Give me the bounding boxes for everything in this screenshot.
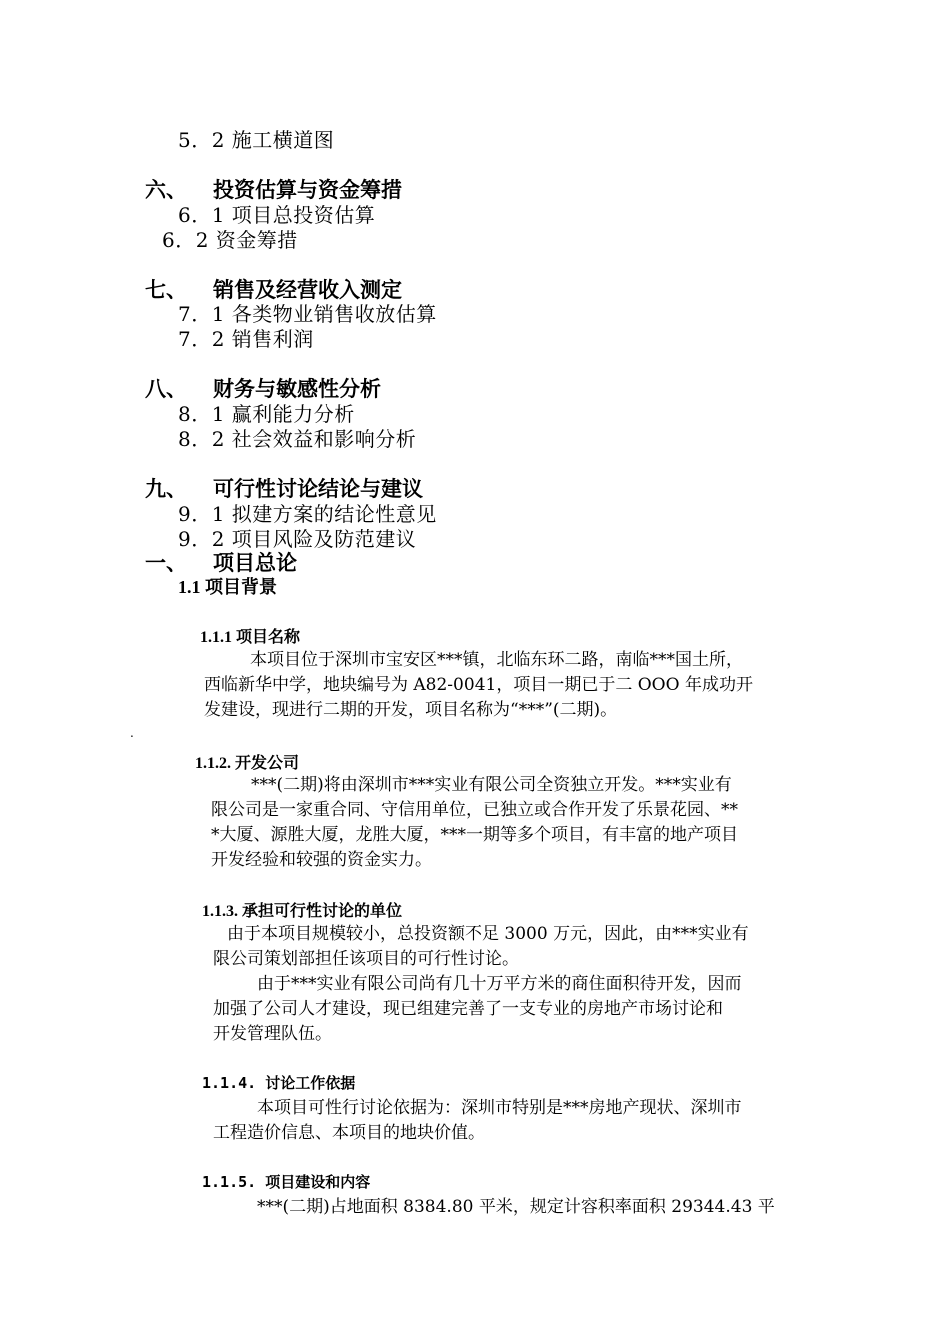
paragraph-line: 由于本项目规模较小，总投资额不足 3000 万元，因此，由***实业有 xyxy=(227,924,749,944)
toc-item-8-2: 8．2 社会效益和影响分析 xyxy=(178,427,417,451)
subsection-title-1-1-4: 1.1.4. 讨论工作依据 xyxy=(202,1074,356,1092)
paragraph-line: 工程造价信息、本项目的地块价值。 xyxy=(213,1123,485,1143)
toc-item-6-2: 6．2 资金筹措 xyxy=(162,228,298,252)
paragraph-line: *大厦、源胜大厦，龙胜大厦，***一期等多个项目，有丰富的地产项目 xyxy=(211,825,738,845)
toc-item-6-1: 6．1 项目总投资估算 xyxy=(178,203,376,227)
toc-item-5-2: 5．2 施工横道图 xyxy=(178,128,335,152)
subsection-title-1-1-5: 1.1.5. 项目建设和内容 xyxy=(202,1173,371,1191)
subsection-title-1-1-2: 1.1.2. 开发公司 xyxy=(195,755,300,772)
paragraph-line: 加强了公司人才建设，现已组建完善了一支专业的房地产市场讨论和 xyxy=(213,999,723,1019)
toc-item-9-1: 9．1 拟建方案的结论性意见 xyxy=(178,502,437,526)
toc-item-9-2: 9．2 项目风险及防范建议 xyxy=(178,527,417,551)
toc-item-7-1: 7．1 各类物业销售收放估算 xyxy=(178,302,437,326)
paragraph-1-1-2 xyxy=(211,773,811,873)
toc-heading-title: 可行性讨论结论与建议 xyxy=(213,477,423,501)
toc-item-7-2: 7．2 销售利润 xyxy=(178,327,314,351)
paragraph-line: 开发经验和较强的资金实力。 xyxy=(211,850,432,870)
paragraph-1-1-3 xyxy=(213,922,813,1047)
toc-heading-title: 销售及经营收入测定 xyxy=(213,278,402,302)
paragraph-line: 限公司策划部担任该项目的可行性讨论。 xyxy=(213,949,519,969)
chapter-title: 项目总论 xyxy=(213,551,297,575)
paragraph-line: 开发管理队伍。 xyxy=(213,1024,332,1044)
subsection-title-1-1-3: 1.1.3. 承担可行性讨论的单位 xyxy=(202,903,403,920)
paragraph-line: ***(二期)将由深圳市***实业有限公司全资独立开发。***实业有 xyxy=(251,775,732,795)
toc-heading-number: 九、 xyxy=(145,477,187,501)
section-heading-1-1: 1.1 项目背景 xyxy=(178,577,277,597)
subsection-title-1-1-1: 1.1.1 项目名称 xyxy=(200,629,301,646)
toc-heading-number: 六、 xyxy=(145,178,187,202)
paragraph-line: 限公司是一家重合同、守信用单位，已独立或合作开发了乐景花园、** xyxy=(211,800,738,820)
paragraph-1-1-4 xyxy=(213,1096,813,1146)
stray-dot: . xyxy=(130,726,134,740)
paragraph-1-1-1 xyxy=(204,648,804,723)
paragraph-line: 本项目可性行讨论依据为：深圳市特别是***房地产现状、深圳市 xyxy=(257,1098,742,1118)
toc-heading-number: 七、 xyxy=(145,278,187,302)
toc-heading-number: 八、 xyxy=(145,377,187,401)
chapter-number: 一、 xyxy=(145,551,187,575)
toc-heading-title: 财务与敏感性分析 xyxy=(213,377,381,401)
paragraph-line: 西临新华中学，地块编号为 A82-0041，项目一期已于二 OOO 年成功开 xyxy=(204,675,753,695)
paragraph-line: 发建设，现进行二期的开发，项目名称为“***”(二期)。 xyxy=(204,700,618,720)
paragraph-1-1-5 xyxy=(213,1195,813,1220)
paragraph-line: ***(二期)占地面积 8384.80 平米，规定计容积率面积 29344.43 平 xyxy=(257,1197,775,1217)
toc-heading-title: 投资估算与资金筹措 xyxy=(213,178,402,202)
paragraph-line: 本项目位于深圳市宝安区***镇，北临东环二路，南临***国土所， xyxy=(250,650,743,670)
toc-item-8-1: 8．1 赢利能力分析 xyxy=(178,402,355,426)
paragraph-line: 由于***实业有限公司尚有几十万平方米的商住面积待开发，因而 xyxy=(257,974,742,994)
